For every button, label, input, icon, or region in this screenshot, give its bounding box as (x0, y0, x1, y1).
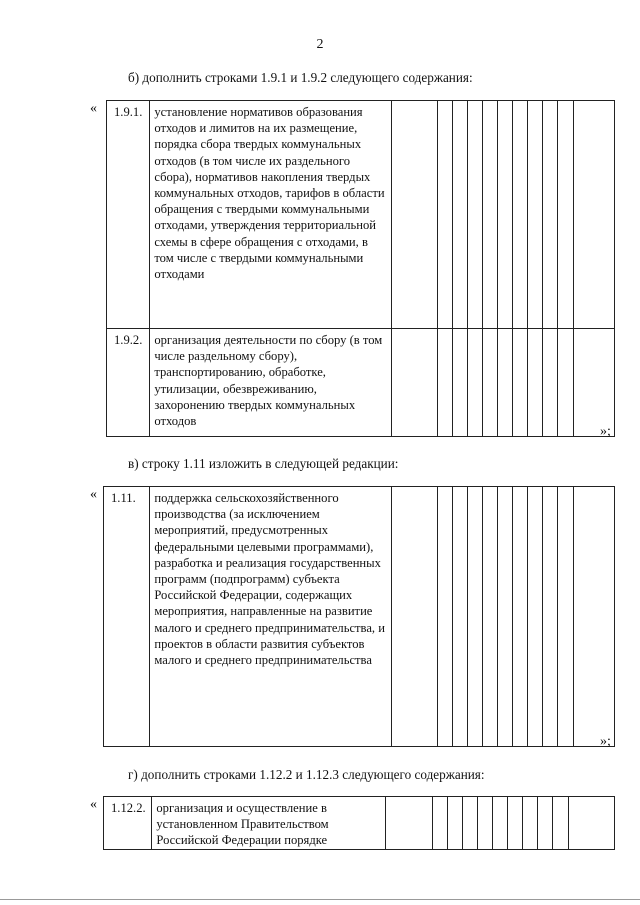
row-text: установление нормативов образования отходов и лимитов на их размещение, порядка сбора твердых коммунальных отходов (в том числе их раздельного сбора), нормативов накопления твердых коммунальных отходов, тарифов в области обращения с твердыми коммунальными отходами, утверждения территориальной схемы в сфере обращения с отходами, в том числе с твердыми коммунальными отходами (150, 101, 392, 329)
row-number: 1.9.1. (107, 101, 150, 329)
section-b-table (106, 100, 615, 437)
row-text: организация деятельности по сбору (в том числе раздельному сбору), транспортированию, обработке, утилизации, обезвреживанию, захоронению твердых коммунальных отходов (150, 329, 392, 437)
section-b-intro: б) дополнить строками 1.9.1 и 1.9.2 следующего содержания: (128, 70, 473, 85)
section-v-table (103, 486, 615, 747)
page-number: 2 (316, 37, 324, 52)
row-number: 1.9.2. (107, 329, 150, 437)
section-g-open-quote: « (90, 797, 97, 812)
row-number: 1.12.2. (104, 797, 152, 850)
section-g-intro: г) дополнить строками 1.12.2 и 1.12.3 следующего содержания: (128, 767, 485, 782)
section-b-open-quote: « (90, 101, 97, 116)
section-b-close-quote: »; (600, 424, 611, 439)
section-v-intro: в) строку 1.11 изложить в следующей редакции: (128, 456, 399, 471)
table-row (104, 487, 615, 747)
page-bottom-edge (0, 899, 640, 900)
row-text: поддержка сельскохозяйственного производства (за исключением мероприятий, предусмотренных федеральными целевыми программами), разработка и реализация государственных программ (подпрограмм) субъекта Российской Федерации, содержащих мероприятия, направленные на развитие малого и среднего предпринимательства, и проектов в области развития субъектов малого и среднего предпринимательства (150, 487, 392, 747)
section-v-close-quote: »; (600, 734, 611, 749)
table-row (107, 101, 615, 329)
row-text: организация и осуществление в установленном Правительством Российской Федерации порядке (152, 797, 386, 850)
section-g-table (103, 796, 615, 850)
section-v-open-quote: « (90, 487, 97, 502)
table-row (107, 329, 615, 437)
table-row (104, 797, 615, 850)
row-number: 1.11. (104, 487, 150, 747)
